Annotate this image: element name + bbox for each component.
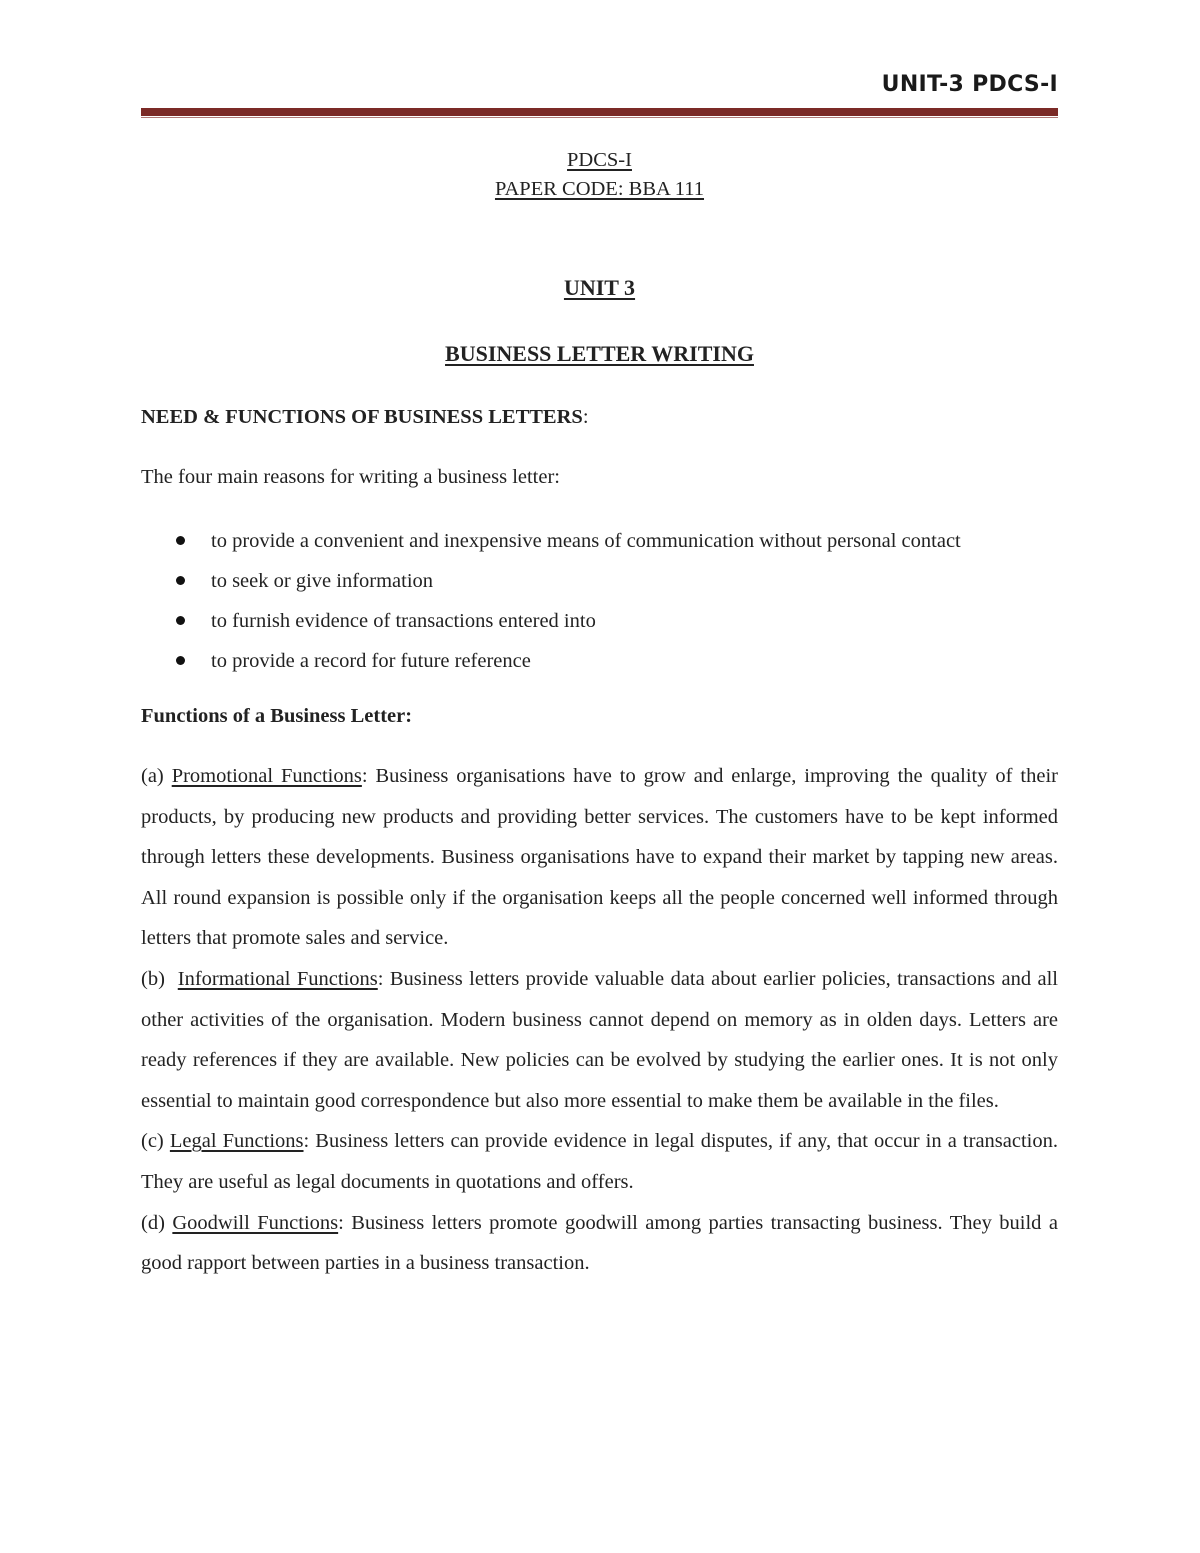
function-label: (d) xyxy=(141,1211,165,1234)
function-item-legal xyxy=(141,1121,1058,1202)
course-name-line xyxy=(141,146,1058,175)
bullet-icon xyxy=(176,536,185,545)
list-item xyxy=(141,521,1058,561)
running-header-title: UNIT-3 PDCS-I xyxy=(881,72,1058,97)
function-item-promotional xyxy=(141,756,1058,959)
list-item xyxy=(141,561,1058,601)
function-label: (b) xyxy=(141,967,165,990)
function-title: Goodwill Functions xyxy=(172,1211,339,1234)
bullet-icon xyxy=(176,616,185,625)
reasons-intro: The four main reasons for writing a business letter: xyxy=(141,466,560,488)
course-name: PDCS-I xyxy=(567,149,632,171)
unit-heading-text: UNIT 3 xyxy=(563,275,636,300)
function-text: : Business letters promote goodwill among parties transacting business. They build a good rapport between parties in a business transaction. xyxy=(141,1211,1058,1275)
reasons-list xyxy=(141,521,1058,681)
need-section-heading xyxy=(141,402,1058,432)
bullet-icon xyxy=(176,576,185,585)
header-rule-shadow xyxy=(141,117,1058,118)
function-text: : Business organisations have to grow and enlarge, improving the quality of their products, by producing new products and providing better services. The customers have to be kept informed through letters these developments. Business organisations have to expand their market by tapping new areas. All round expansion is possible only if the organisation keeps all the people concerned well informed through letters that promote sales and service. xyxy=(141,765,1059,950)
list-item xyxy=(141,641,1058,681)
reason-text: to provide a record for future reference xyxy=(211,650,531,672)
bullet-icon xyxy=(176,656,185,665)
reason-text: to provide a convenient and inexpensive means of communication without personal contact xyxy=(211,530,961,552)
function-text: : Business letters provide valuable data about earlier policies, transactions and all other activities of the organisation. Modern business cannot depend on memory as in olden days. Letters are ready references if they are available. New policies can be evolved by studying the earlier ones. It is not only essential to maintain good correspondence but also more essential to make them be available in the files. xyxy=(141,967,1058,1112)
function-item-informational xyxy=(141,959,1058,1121)
paper-code-line xyxy=(141,175,1058,204)
document-body xyxy=(141,146,1058,1284)
function-title: Legal Functions xyxy=(169,1130,304,1153)
function-label: (a) xyxy=(141,765,164,787)
function-title: Promotional Functions xyxy=(171,765,362,787)
function-text: : Business letters can provide evidence in legal disputes, if any, that occur in a transaction. They are useful as legal documents in quotations and offers. xyxy=(141,1130,1058,1193)
main-heading xyxy=(141,339,1058,369)
header-rule xyxy=(141,108,1058,116)
need-section-heading-suffix: : xyxy=(582,406,589,428)
reason-text: to furnish evidence of transactions entered into xyxy=(211,610,596,632)
reason-text: to seek or give information xyxy=(211,570,434,592)
functions-heading: Functions of a Business Letter: xyxy=(141,705,413,727)
function-title: Informational Functions xyxy=(177,967,378,990)
function-label: (c) xyxy=(141,1130,164,1153)
paper-code: PAPER CODE: BBA 111 xyxy=(494,178,705,200)
list-item xyxy=(141,601,1058,641)
unit-heading xyxy=(141,273,1058,303)
need-section-heading-text: NEED & FUNCTIONS OF BUSINESS LETTERS xyxy=(141,406,583,428)
main-heading-text: BUSINESS LETTER WRITING xyxy=(445,341,754,366)
function-item-goodwill xyxy=(141,1203,1058,1284)
